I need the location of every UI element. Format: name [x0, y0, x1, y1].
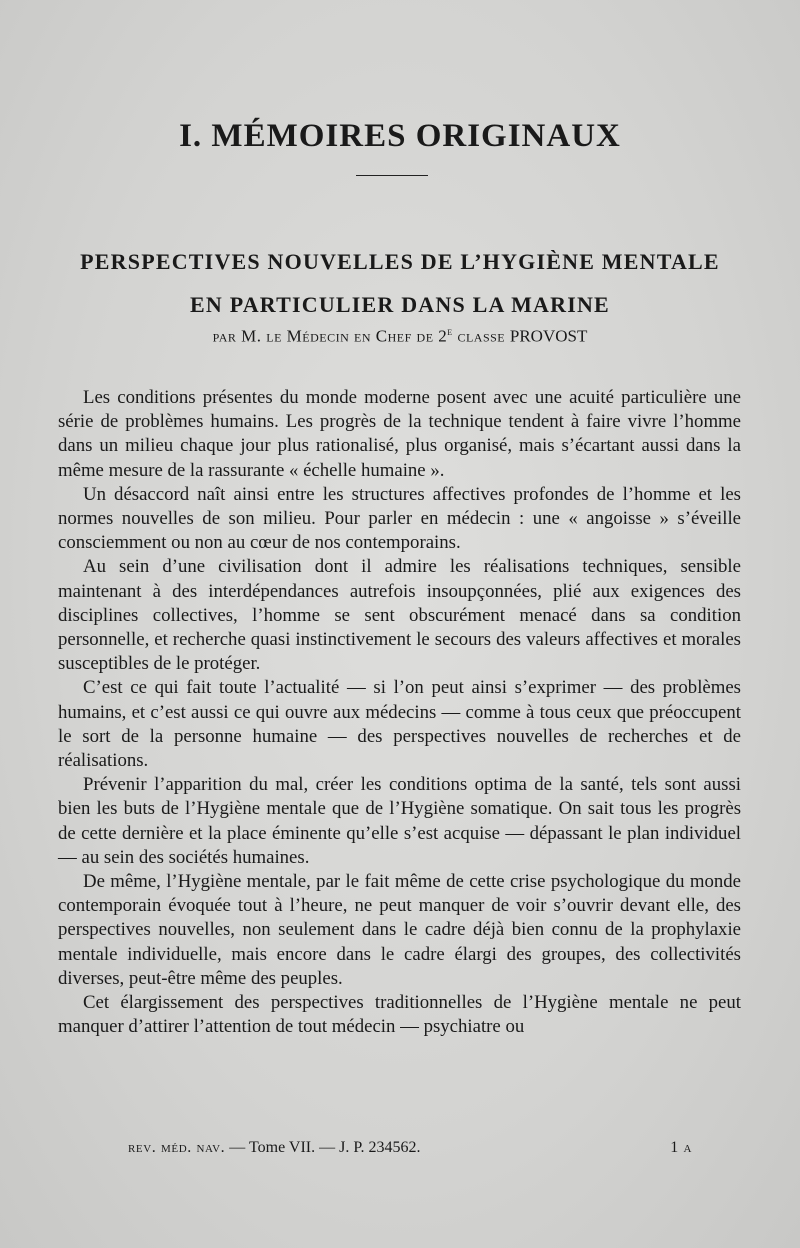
byline-suffix: classe: [452, 326, 510, 346]
paragraph-5: Prévenir l’apparition du mal, créer les conditions optima de la santé, tels sont aussi bien les buts de l’Hygiène mentale que de l’Hygiène somatique. On sait tous les progrès de cette dernière et la place éminente qu’elle s’est acquise — dépassant le plan individuel — au sein des sociétés humaines.: [58, 774, 741, 868]
title-divider: [356, 175, 428, 176]
paragraph-7: Cet élargissement des perspectives traditionnelles de l’Hygiène mentale ne peut manquer d’attirer l’attention de tout médecin — psychiatre ou: [58, 992, 741, 1038]
paragraph-6: De même, l’Hygiène mentale, par le fait même de cette crise psychologique du monde contemporain évoquée tout à l’heure, ne peut manquer de voir s’ouvrir devant elle, des perspectives nouvelles, non seulement dans le cadre déjà bien connu de la prophylaxie mentale individuelle, mais encore dans le cadre élargi des groupes, des collectivités diverses, peut-être même des peuples.: [58, 871, 741, 989]
article-title: [0, 240, 800, 326]
article-body: [58, 386, 741, 1039]
byline-superscript: e: [447, 326, 453, 338]
paragraph-3: Au sein d’une civilisation dont il admire les réalisations techniques, sensible maintenant à des interdépendances autrefois insoupçonnées, plié aux exigences des disciplines collectives, l’homme se sent obscurément menacé dans sa condition personnelle, et recherche quasi instinctivement le secours des valeurs affectives et morales susceptibles de le protéger.: [58, 556, 741, 675]
page-footer: [128, 1139, 692, 1157]
journal-abbrev: rev. méd. nav.: [128, 1139, 226, 1156]
section-title: I. MÉMOIRES ORIGINAUX: [179, 118, 621, 154]
print-reference: J. P. 234562.: [339, 1139, 421, 1156]
signature-mark: 1 a: [670, 1139, 692, 1156]
article-title-line-2: EN PARTICULIER DANS LA MARINE: [190, 292, 610, 317]
byline-prefix: par M. le Médecin en Chef de 2: [212, 326, 448, 346]
footer-citation: [128, 1139, 420, 1157]
article-title-line-1: PERSPECTIVES NOUVELLES DE L’HYGIÈNE MENTALE: [80, 249, 720, 274]
paragraph-2: Un désaccord naît ainsi entre les structures affectives profondes de l’homme et les normes nouvelles de son milieu. Pour parler en médecin : une « angoisse » s’éveille consciemment ou non au cœur de nos contemporains.: [58, 483, 741, 554]
author-name: PROVOST: [509, 326, 588, 346]
volume-label: — Tome VII. —: [229, 1139, 336, 1156]
author-byline: [0, 326, 800, 347]
paragraph-1: Les conditions présentes du monde moderne posent avec une acuité particulière une série de problèmes humains. Les progrès de la technique tendent à faire vivre l’homme dans un milieu chaque jour plus rationalisé, plus organisé, mais s’écartant aussi dans la même mesure de la rassurante « échelle humaine ».: [58, 387, 741, 481]
paragraph-4: C’est ce qui fait toute l’actualité — si l’on peut ainsi s’exprimer — des problèmes humains, et c’est aussi ce qui ouvre aux médecins — comme à tous ceux que préoccupent le sort de la personne humaine — des perspectives nouvelles de recherches et de réalisations.: [58, 677, 741, 772]
